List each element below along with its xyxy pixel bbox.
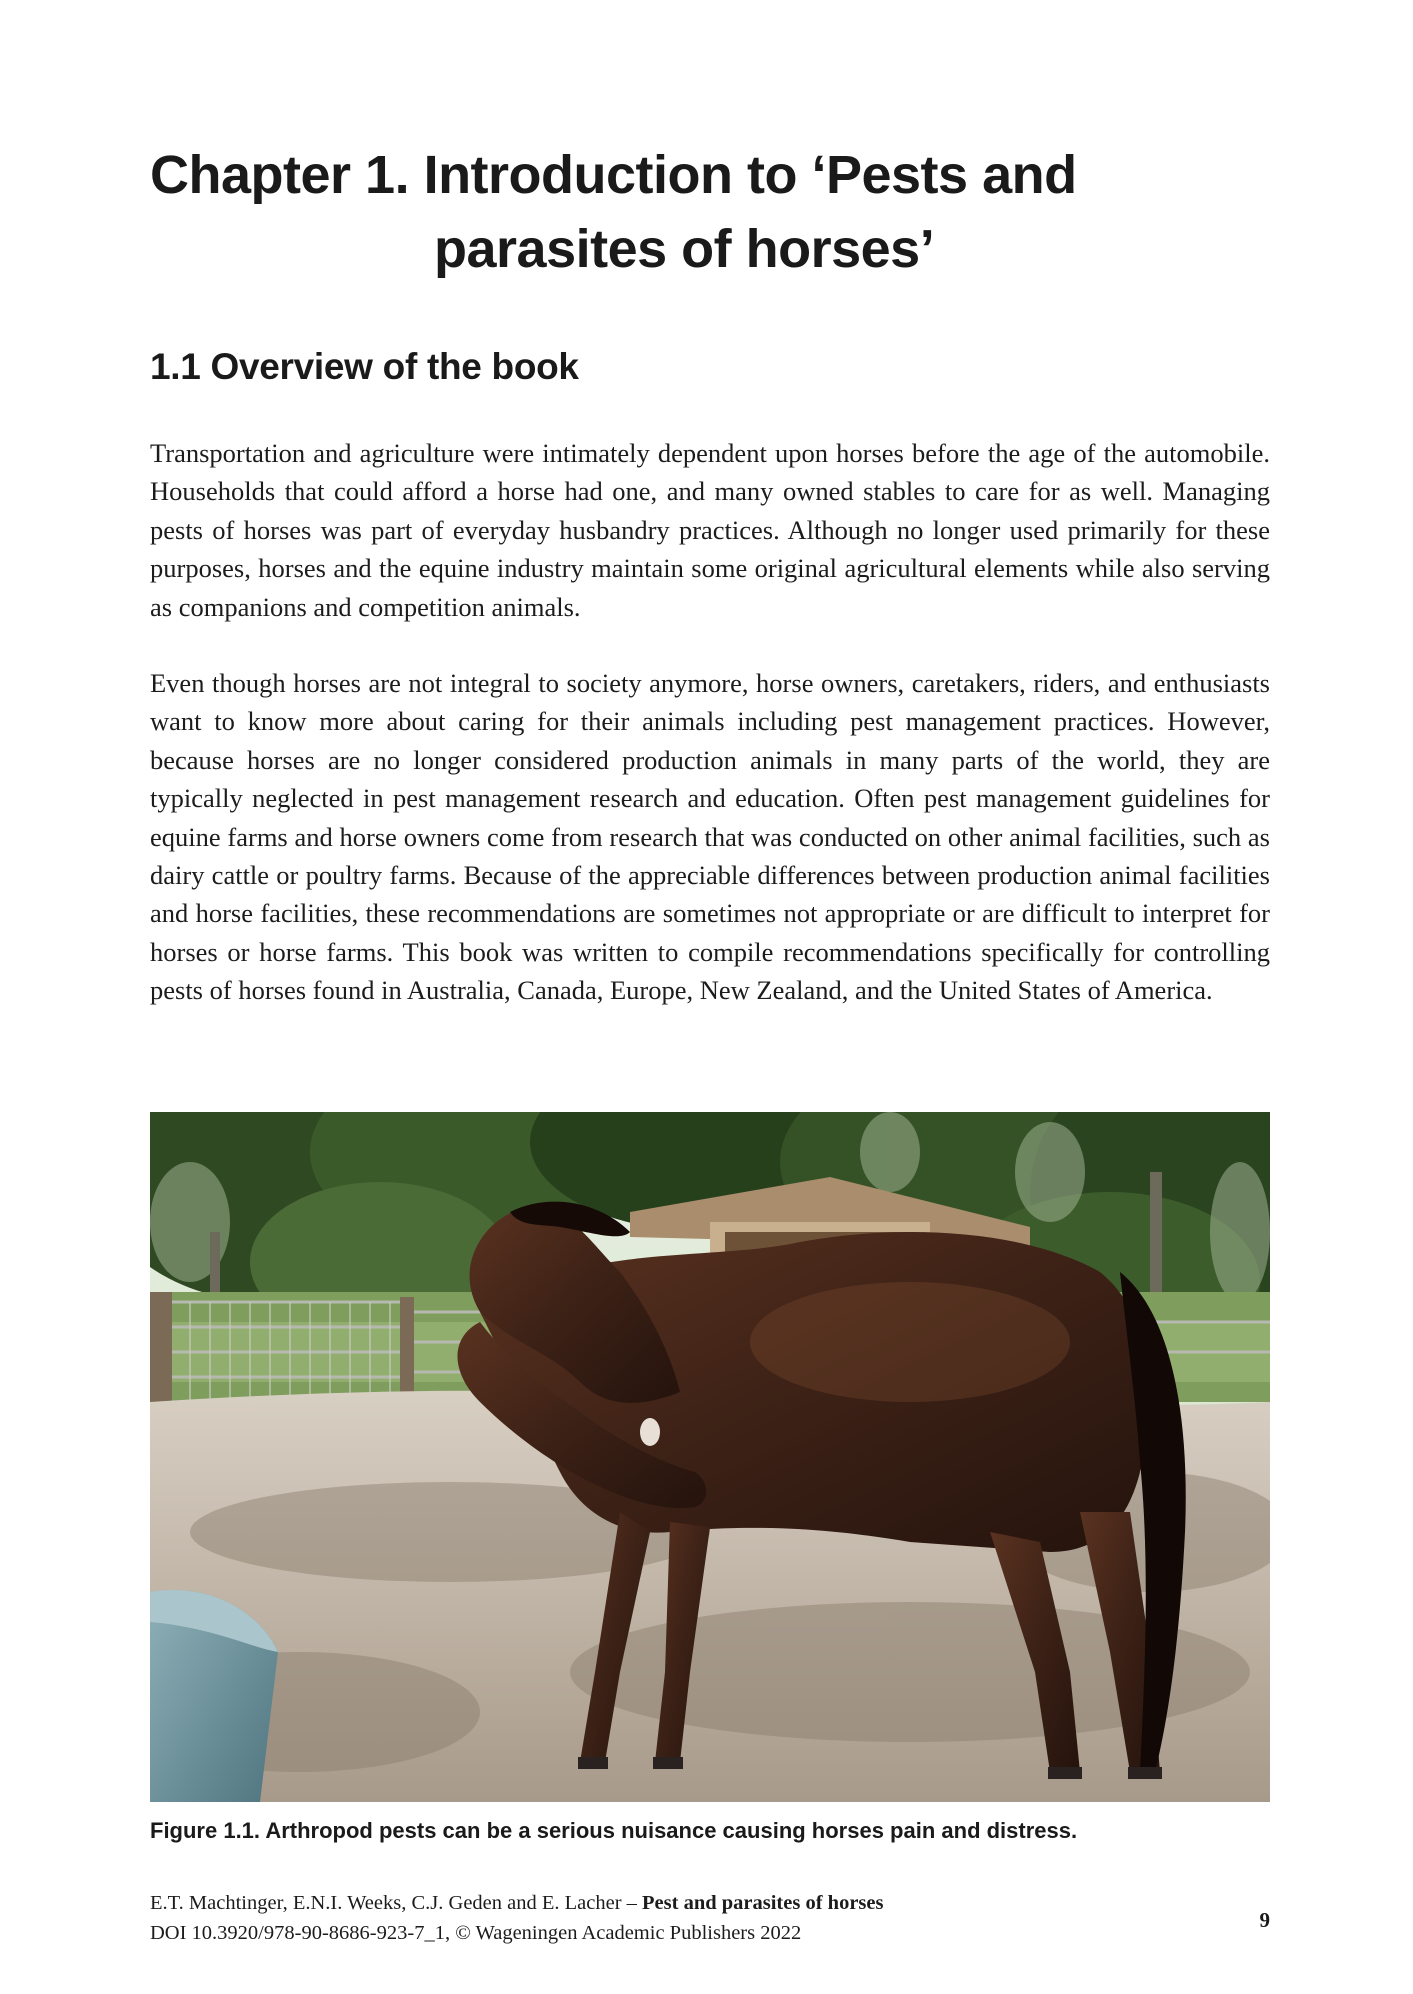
page-footer	[150, 1888, 1270, 1948]
footer-authors: E.T. Machtinger, E.N.I. Weeks, C.J. Geden and E. Lacher –	[150, 1892, 643, 1914]
horse-scratching-photo	[150, 1112, 1270, 1802]
chapter-title-line-2: parasites of horses’	[434, 219, 935, 279]
body-paragraph-1: Transportation and agriculture were intimately dependent upon horses before the age of the automobile. Households that could afford a horse had one, and many owned stables to care for as well. Managing pests of horses was part of everyday husbandry practices. Although no longer used primarily for these purposes, horses and the equine industry maintain some original agricultural elements while also serving as companions and competition animals.	[150, 438, 1270, 622]
book-page	[150, 0, 1270, 1994]
figure-horse-photo	[150, 1112, 1270, 1802]
footer-book-title: Pest and parasites of horses	[642, 1892, 884, 1914]
page-number: 9	[1259, 1908, 1270, 1932]
chapter-title	[150, 138, 1270, 286]
footer-doi: DOI 10.3920/978-90-8686-923-7_1, © Wageningen Academic Publishers 2022	[150, 1922, 802, 1944]
section-heading: 1.1 Overview of the book	[150, 346, 579, 387]
chapter-title-line-1: Chapter 1. Introduction to ‘Pests and	[150, 145, 1077, 205]
figure-caption: Figure 1.1. Arthropod pests can be a serious nuisance causing horses pain and distress.	[150, 1818, 1078, 1843]
body-paragraph-2: Even though horses are not integral to society anymore, horse owners, caretakers, riders, and enthusiasts want to know more about caring for their animals including pest management practices. However, because horses are no longer considered production animals in many parts of the world, they are typically neglected in pest management research and education. Often pest management guidelines for equine farms and horse owners come from research that was conducted on other animal facilities, such as dairy cattle or poultry farms. Because of the appreciable differences between production animal facilities and horse facilities, these recommendations are sometimes not appropriate or are difficult to interpret for horses or horse farms. This book was written to compile recommendations specifically for controlling pests of horses found in Australia, Canada, Europe, New Zealand, and the United States of America.	[150, 668, 1270, 1006]
footer-citation	[150, 1888, 1270, 1918]
horse-blaze	[640, 1418, 660, 1446]
